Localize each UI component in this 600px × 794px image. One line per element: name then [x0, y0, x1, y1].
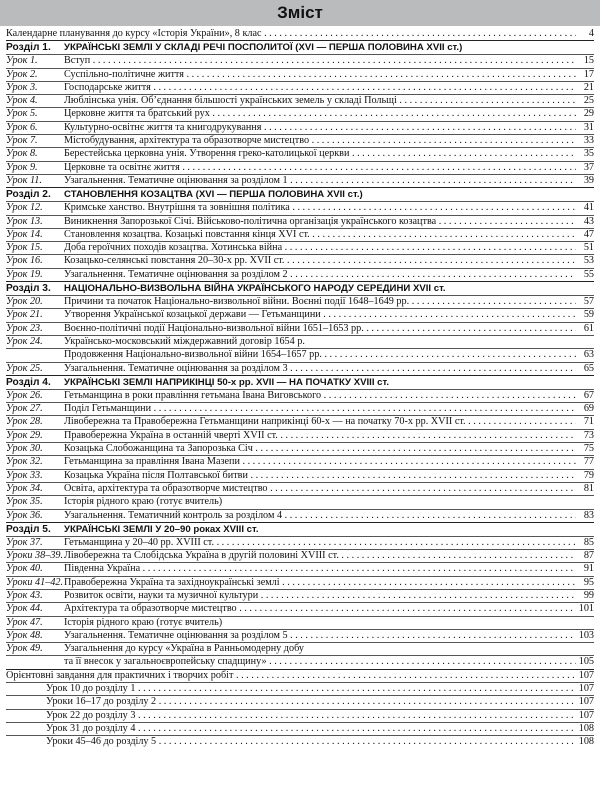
- section-title: УКРАЇНСЬКІ ЗЕМЛІ У 20–90 роках XVIII ст.: [64, 523, 259, 535]
- lesson-title: Становлення козацтва. Козацькі повстання кінця XVI ст. . . .: [64, 229, 576, 241]
- lesson-label: Урок 28.: [6, 416, 43, 428]
- lesson-title: Утворення Української козацької держави — Гетьманщини . . .: [64, 309, 576, 321]
- lesson-label: Урок 11.: [6, 174, 42, 186]
- lesson-row: [6, 389, 594, 402]
- lesson-title: Культурно-освітнє життя та книгодрукування . . .: [64, 122, 576, 134]
- lesson-title: Українсько-московський міждержавний договір 1654 р.: [64, 335, 305, 347]
- lesson-label: Уроки 38–39.: [6, 550, 64, 562]
- lesson-page: 47: [583, 228, 594, 240]
- lesson-page: 81: [583, 482, 594, 494]
- lesson-page: 51: [583, 242, 594, 254]
- lesson-title: Правобережна Україна та західноукраїнські землі . . .: [64, 577, 576, 589]
- lesson-row: [6, 228, 594, 241]
- lesson-label: Урок 25.: [6, 362, 43, 374]
- lesson-title: Продовження Національно-визвольної війни 1654–1657 рр. . . .: [64, 349, 576, 361]
- lesson-label: Урок 1.: [6, 55, 38, 67]
- lesson-row: [6, 509, 594, 522]
- lesson-title: Правобережна Україна в останній чверті XVII ст. . . .: [64, 430, 576, 442]
- lesson-row: [6, 107, 594, 120]
- lesson-label: Урок 14.: [6, 228, 43, 240]
- lesson-page: 83: [583, 509, 594, 521]
- task-row: [6, 682, 594, 695]
- lesson-title: Люблінська унія. Об’єднання більшості українських земель у складі Польщі . . .: [64, 95, 576, 107]
- section-label: Розділ 2.: [6, 189, 51, 201]
- intro-row: [6, 28, 594, 40]
- lesson-page: 31: [583, 121, 594, 133]
- tasks-heading: Орієнтовні завдання для практичних і творчих робіт . . .: [6, 670, 576, 682]
- lesson-row: [6, 322, 594, 335]
- lesson-title: Гетьманщина в роки правління гетьмана Івана Виговського . . .: [64, 390, 576, 402]
- lesson-page: 79: [583, 469, 594, 481]
- lesson-title: Козацько-селянські повстання 20–30-х рр. XVII ст. . . .: [64, 255, 576, 267]
- lesson-page: 105: [578, 656, 594, 668]
- lesson-page: 33: [583, 135, 594, 147]
- lesson-row: [6, 629, 594, 642]
- lesson-label: Урок 16.: [6, 255, 43, 267]
- lesson-label: Урок 15.: [6, 242, 43, 254]
- lesson-title: Розвиток освіти, науки та музичної культури . . .: [64, 590, 576, 602]
- lesson-label: Урок 8.: [6, 148, 38, 160]
- section-heading: [6, 281, 594, 295]
- section-label: Розділ 1.: [6, 42, 51, 54]
- lesson-title: Козацька Слобожанщина та Запорозька Січ . . .: [64, 443, 576, 455]
- section-label: Розділ 3.: [6, 283, 51, 295]
- lesson-row: [6, 254, 594, 267]
- lesson-row: [6, 54, 594, 67]
- lesson-page: 95: [583, 576, 594, 588]
- lesson-row: [6, 495, 594, 508]
- lesson-title: Церковне та освітнє життя . . .: [64, 162, 576, 174]
- lesson-page: 61: [583, 322, 594, 334]
- lesson-row: [6, 94, 594, 107]
- lesson-title: Узагальнення. Тематичне оцінювання за розділом 1 . . .: [64, 175, 576, 187]
- lesson-label: Урок 9.: [6, 161, 38, 173]
- task-page: 107: [578, 709, 594, 721]
- lesson-title: Доба героїчних походів козацтва. Хотинська війна . . .: [64, 242, 576, 254]
- lesson-page: 103: [578, 629, 594, 641]
- lesson-label: Урок 3.: [6, 81, 38, 93]
- lesson-page: 21: [583, 81, 594, 93]
- lesson-title: Історія рідного краю (готує вчитель): [64, 616, 223, 628]
- lesson-row: [6, 362, 594, 375]
- section-heading: [6, 40, 594, 54]
- lesson-row: [6, 589, 594, 602]
- lesson-row: [6, 482, 594, 495]
- lesson-row: [6, 268, 594, 281]
- lesson-page: 55: [583, 268, 594, 280]
- tasks-heading-page: 107: [578, 669, 594, 681]
- lesson-label: Урок 36.: [6, 509, 43, 521]
- lesson-page: 71: [583, 416, 594, 428]
- section-label: Розділ 4.: [6, 376, 51, 388]
- lesson-page: 91: [583, 563, 594, 575]
- lesson-page: 25: [583, 95, 594, 107]
- lesson-title: Освіта, архітектура та образотворче мистецтво . . .: [64, 483, 576, 495]
- lesson-label: Урок 27.: [6, 403, 43, 415]
- section-title: НАЦІОНАЛЬНО-ВИЗВОЛЬНА ВІЙНА УКРАЇНСЬКОГО НАРОДУ СЕРЕДИНИ XVII ст.: [64, 283, 446, 295]
- lesson-label: Урок 12.: [6, 202, 43, 214]
- task-row: [6, 695, 594, 708]
- lesson-title: Козацька Україна після Полтавської битви . . .: [64, 470, 576, 482]
- lesson-title: Історія рідного краю (готує вчитель): [64, 496, 223, 508]
- lesson-title: Причини та початок Національно-визвольної війни. Воєнні події 1648–1649 рр. . . .: [64, 296, 576, 308]
- lesson-page: 77: [583, 456, 594, 468]
- lesson-page: 63: [583, 349, 594, 361]
- lesson-title: Узагальнення. Тематичне оцінювання за розділом 3 . . .: [64, 363, 576, 375]
- lesson-row: [6, 161, 594, 174]
- lesson-label: Урок 4.: [6, 95, 38, 107]
- lesson-page: 53: [583, 255, 594, 267]
- lesson-page: 41: [583, 202, 594, 214]
- lesson-row: [6, 335, 594, 348]
- lesson-page: 35: [583, 148, 594, 160]
- lesson-label: Урок 24.: [6, 335, 43, 347]
- section-label: Розділ 5.: [6, 523, 51, 535]
- lesson-label: Урок 33.: [6, 469, 43, 481]
- task-page: 107: [578, 696, 594, 708]
- lesson-title: Узагальнення до курсу «Україна в Ранньомодерну добу: [64, 643, 304, 655]
- lesson-page: 75: [583, 443, 594, 455]
- lesson-page: 17: [583, 68, 594, 80]
- lesson-row: [6, 455, 594, 468]
- lesson-title: Суспільно-політичне життя . . .: [64, 69, 576, 81]
- lesson-label: Урок 44.: [6, 603, 43, 615]
- lesson-row: [6, 201, 594, 214]
- lesson-page: 69: [583, 403, 594, 415]
- lesson-title: Гетьманщина у 20–40 рр. XVIII ст. . . .: [64, 537, 576, 549]
- page-title: Зміст: [0, 0, 600, 26]
- task-text: Урок 10 до розділу 1 . . .: [6, 683, 576, 695]
- lesson-title: Воєнно-політичні події Національно-визвольної війни 1651–1653 рр. . . .: [64, 323, 576, 335]
- lesson-label: Урок 5.: [6, 108, 38, 120]
- lesson-page: 57: [583, 296, 594, 308]
- lesson-row: [6, 402, 594, 415]
- lesson-row: [6, 602, 594, 615]
- lesson-page: 73: [583, 429, 594, 441]
- lesson-page: 99: [583, 589, 594, 601]
- lesson-label: Урок 40.: [6, 563, 43, 575]
- lesson-title: Південна Україна . . .: [64, 563, 576, 575]
- intro-page: 4: [588, 28, 594, 39]
- lesson-row: [6, 469, 594, 482]
- lesson-title: Поділ Гетьманщини . . .: [64, 403, 576, 415]
- lesson-label: Урок 34.: [6, 482, 43, 494]
- lesson-label: Урок 30.: [6, 443, 43, 455]
- lesson-title: Архітектура та образотворче мистецтво . . .: [64, 603, 576, 615]
- lesson-row: [6, 68, 594, 81]
- lesson-label: Уроки 41–42.: [6, 576, 64, 588]
- lesson-title: Вступ . . .: [64, 55, 576, 67]
- task-page: 108: [578, 722, 594, 734]
- lesson-row: [6, 429, 594, 442]
- lesson-title: Узагальнення. Тематичний контроль за розділом 4 . . .: [64, 510, 576, 522]
- lesson-page: 15: [583, 55, 594, 67]
- lesson-row: [6, 134, 594, 147]
- lesson-row: [6, 642, 594, 655]
- lesson-label: Урок 6.: [6, 121, 38, 133]
- lesson-row: [6, 121, 594, 134]
- section-title: УКРАЇНСЬКІ ЗЕМЛІ НАПРИКІНЦІ 50-х рр. XVII — НА ПОЧАТКУ XVIII ст.: [64, 376, 390, 388]
- lesson-row: [6, 616, 594, 629]
- lesson-title: Узагальнення. Тематичне оцінювання за розділом 5 . . .: [64, 630, 576, 642]
- task-text: Уроки 45–46 до розділу 5 . . .: [6, 736, 576, 748]
- lesson-page: 65: [583, 362, 594, 374]
- lesson-label: Урок 43.: [6, 589, 43, 601]
- lesson-label: Урок 26.: [6, 389, 43, 401]
- lesson-row: [6, 81, 594, 94]
- task-text: Урок 31 до розділу 4 . . .: [6, 723, 576, 735]
- lesson-page: 43: [583, 215, 594, 227]
- lesson-row: [6, 174, 594, 187]
- lesson-row: [6, 442, 594, 455]
- lesson-page: 39: [583, 174, 594, 186]
- lesson-label: Урок 21.: [6, 309, 43, 321]
- section-heading: [6, 187, 594, 201]
- lesson-label: Урок 19.: [6, 268, 43, 280]
- lesson-label: Урок 23.: [6, 322, 43, 334]
- lesson-title: Виникнення Запорозької Січі. Військово-політична організація українського козацтва . . .: [64, 216, 576, 228]
- lesson-label: Урок 48.: [6, 629, 43, 641]
- task-row: [6, 722, 594, 735]
- lesson-title: Узагальнення. Тематичне оцінювання за розділом 2 . . .: [64, 269, 576, 281]
- lesson-label: Урок 37.: [6, 536, 43, 548]
- lesson-title: Кримське ханство. Внутрішня та зовнішня політика . . .: [64, 202, 576, 214]
- lesson-label: Урок 49.: [6, 643, 43, 655]
- lesson-label: Урок 47.: [6, 616, 43, 628]
- lesson-row: [6, 562, 594, 575]
- lesson-title: Лівобережна та Правобережна Гетьманщини наприкінці 60-х — на початку 70-х рр. XVII ст. . . .: [64, 416, 576, 428]
- lesson-title: Гетьманщина за правління Івана Мазепи . . .: [64, 456, 576, 468]
- task-text: Урок 22 до розділу 3 . . .: [6, 710, 576, 722]
- lesson-label: Урок 7.: [6, 135, 38, 147]
- task-text: Уроки 16–17 до розділу 2 . . .: [6, 696, 576, 708]
- task-row: [6, 709, 594, 722]
- lesson-row: [6, 147, 594, 160]
- lesson-page: 101: [578, 603, 594, 615]
- lesson-title: Берестейська церковна унія. Утворення греко-католицької церкви . . .: [64, 148, 576, 160]
- lesson-page: 29: [583, 108, 594, 120]
- tasks-heading-row: [6, 669, 594, 682]
- lesson-page: 59: [583, 309, 594, 321]
- lesson-page: 85: [583, 536, 594, 548]
- lesson-title: Господарське життя . . .: [64, 82, 576, 94]
- lesson-row: [6, 549, 594, 562]
- lesson-title: та її внесок у загальноєвропейську спадщину» . . .: [64, 656, 576, 668]
- lesson-label: Урок 2.: [6, 68, 38, 80]
- lesson-row: [6, 215, 594, 228]
- table-of-contents: [6, 28, 594, 749]
- lesson-row: [6, 536, 594, 549]
- lesson-label: Урок 20.: [6, 296, 43, 308]
- lesson-row: [6, 241, 594, 254]
- lesson-row: [6, 295, 594, 308]
- lesson-row: [6, 415, 594, 428]
- lesson-label: Урок 32.: [6, 456, 43, 468]
- lesson-label: Урок 35.: [6, 496, 43, 508]
- section-title: СТАНОВЛЕННЯ КОЗАЦТВА (XVI — ПЕРША ПОЛОВИНА XVII ст.): [64, 189, 363, 201]
- intro-text: Календарне планування до курсу «Історія України», 8 клас . . .: [6, 28, 576, 40]
- lesson-page: 67: [583, 389, 594, 401]
- task-row: [6, 735, 594, 748]
- lesson-title: Лівобережна та Слобідська Україна в другій половині XVIII ст. . . .: [64, 550, 576, 562]
- task-page: 108: [578, 736, 594, 748]
- lesson-title: Церковне життя та братський рух . . .: [64, 108, 576, 120]
- section-heading: [6, 375, 594, 389]
- lesson-page: 37: [583, 161, 594, 173]
- lesson-label: Урок 29.: [6, 429, 43, 441]
- lesson-row: [6, 655, 594, 668]
- lesson-row: [6, 308, 594, 321]
- lesson-row: [6, 348, 594, 361]
- lesson-title: Містобудування, архітектура та образотворче мистецтво . . .: [64, 135, 576, 147]
- lesson-page: 87: [583, 550, 594, 562]
- section-title: УКРАЇНСЬКІ ЗЕМЛІ У СКЛАДІ РЕЧІ ПОСПОЛИТОЇ (XVI — ПЕРША ПОЛОВИНА XVII ст.): [64, 42, 463, 54]
- task-page: 107: [578, 683, 594, 695]
- lesson-label: Урок 13.: [6, 215, 43, 227]
- section-heading: [6, 522, 594, 536]
- lesson-row: [6, 576, 594, 589]
